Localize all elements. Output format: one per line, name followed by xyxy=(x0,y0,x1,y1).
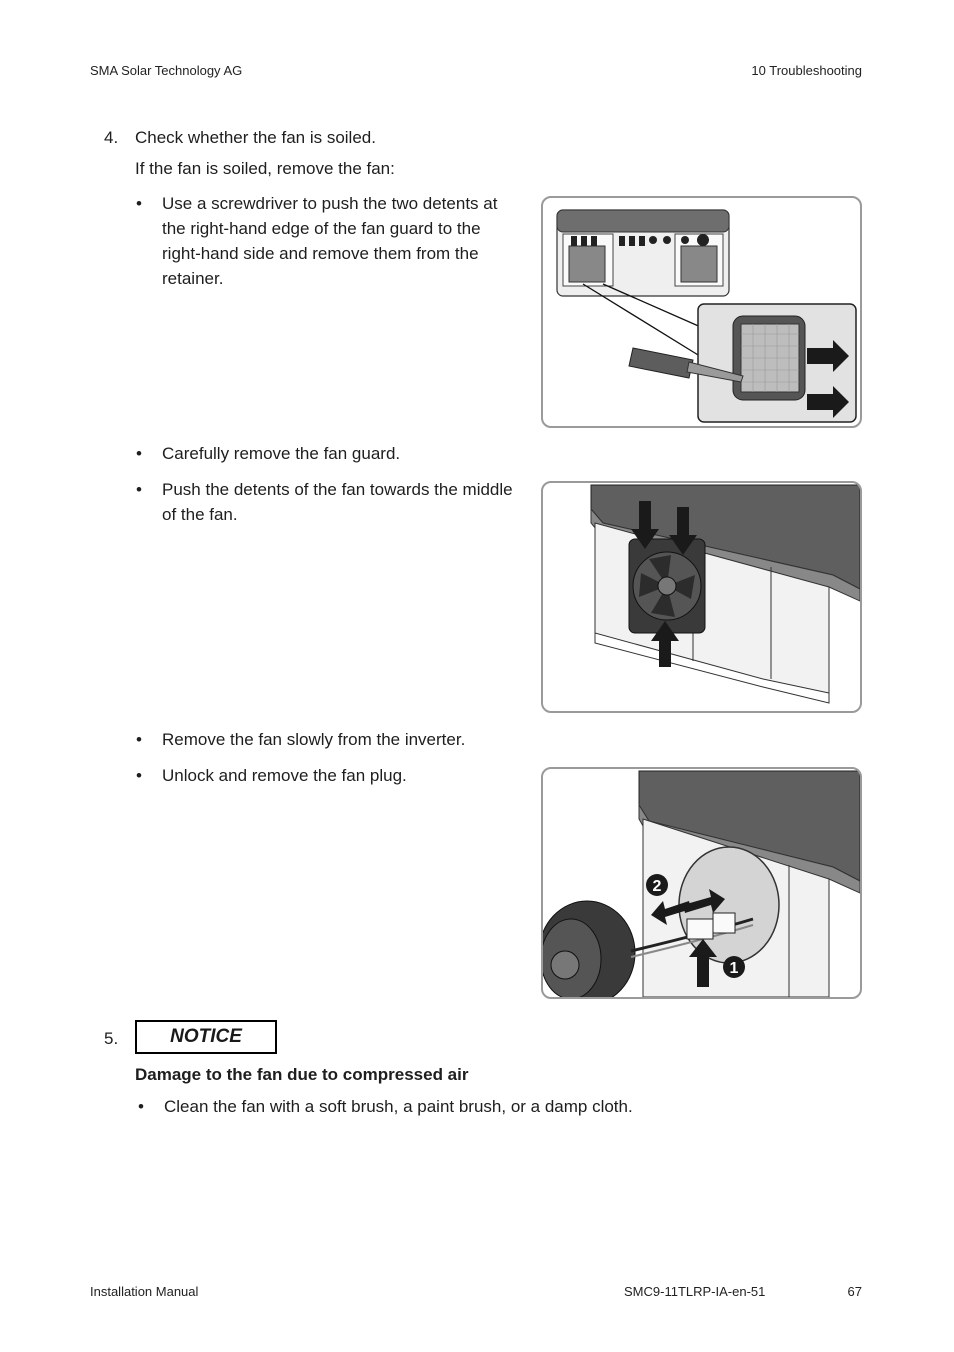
bullet-clean-fan xyxy=(138,1094,738,1119)
step5-number: 5. xyxy=(104,1029,119,1048)
bullet-dot: • xyxy=(136,730,142,749)
step4-text: Check whether the fan is soiled. xyxy=(135,128,376,147)
bullet-unlock-plug xyxy=(136,763,516,788)
bullet-text: Unlock and remove the fan plug. xyxy=(162,766,407,785)
bullet-push-detents xyxy=(136,477,526,527)
notice-label: NOTICE xyxy=(135,1020,277,1054)
header-left: SMA Solar Technology AG xyxy=(90,63,243,78)
bullet-dot: • xyxy=(136,766,142,785)
header-right: 10 Troubleshooting xyxy=(751,63,862,78)
bullet-remove-fan xyxy=(136,727,516,752)
step4-number: 4. xyxy=(104,128,119,147)
step4-sub: If the fan is soiled, remove the fan: xyxy=(135,159,395,178)
figure-fan-guard-removal xyxy=(541,196,862,428)
bullet-dot: • xyxy=(138,1097,144,1116)
bullet-text: Clean the fan with a soft brush, a paint brush, or a damp cloth. xyxy=(164,1097,633,1116)
figure-fan-plug xyxy=(541,767,862,999)
bullet-text: Remove the fan slowly from the inverter. xyxy=(162,730,466,749)
notice-heading: Damage to the fan due to compressed air xyxy=(135,1065,469,1084)
page-number: 67 xyxy=(847,1284,862,1299)
bullet-dot: • xyxy=(136,480,142,499)
bullet-text: Push the detents of the fan towards the middle of the fan. xyxy=(162,480,513,524)
figure3-label-2: 2 xyxy=(652,878,662,895)
footer-left: Installation Manual xyxy=(90,1284,199,1299)
bullet-dot: • xyxy=(136,194,142,213)
bullet-use-screwdriver xyxy=(136,191,516,291)
bullet-text: Use a screwdriver to push the two detents at the right-hand edge of the fan guard to the right-hand side and remove them from the retainer. xyxy=(162,194,498,288)
footer-doc-id: SMC9-11TLRP-IA-en-51 xyxy=(624,1284,766,1299)
bullet-text: Carefully remove the fan guard. xyxy=(162,444,401,463)
bullet-dot: • xyxy=(136,444,142,463)
figure3-label-1: 1 xyxy=(729,960,739,977)
figure-fan-detents xyxy=(541,481,862,713)
bullet-remove-fan-guard xyxy=(136,441,516,466)
